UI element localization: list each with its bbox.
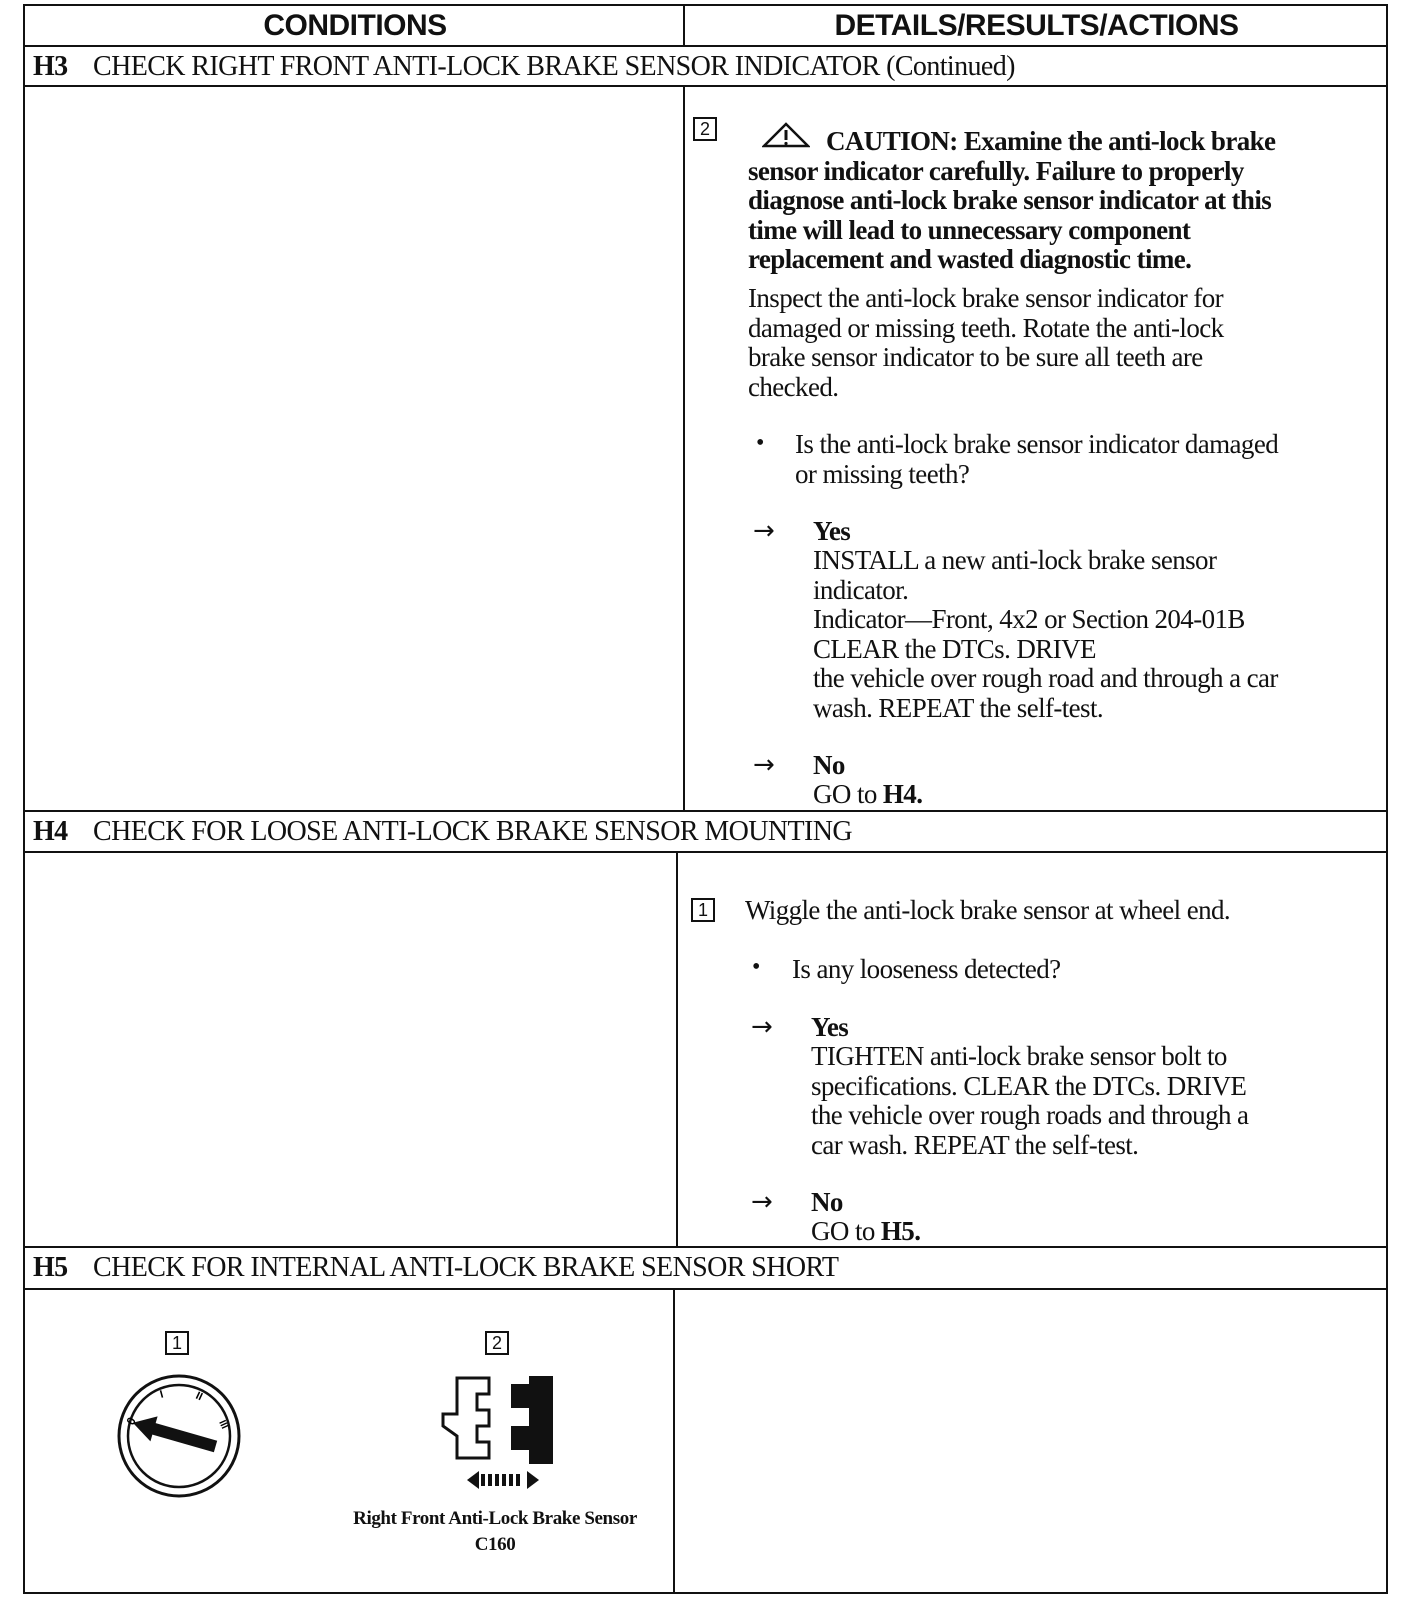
goto-link-h5: H5. (880, 1216, 921, 1246)
figure-caption (325, 1506, 665, 1558)
section-code: H3 (33, 51, 68, 82)
no-action-prefix: GO to (813, 779, 883, 809)
ignition-switch-icon (111, 1368, 247, 1504)
bullet: • (752, 954, 761, 980)
instruction-line: damaged or missing teeth. Rotate the anti-lock (748, 312, 1224, 343)
ignition-position-label: I (158, 1388, 165, 1401)
caution-line: diagnose anti-lock brake sensor indicator at this (748, 185, 1272, 215)
column-divider (673, 1289, 675, 1594)
yes-action-line: car wash. REPEAT the self-test. (811, 1129, 1139, 1160)
right-arrow-icon: → (751, 1012, 773, 1042)
bullet: • (756, 430, 765, 456)
section-title: CHECK FOR INTERNAL ANTI-LOCK BRAKE SENSOR SHORT (93, 1252, 839, 1283)
column-divider (683, 86, 685, 811)
diagnostic-table (23, 4, 1388, 1594)
details-column-header: DETAILS/RESULTS/ACTIONS (834, 9, 1239, 42)
yes-label: Yes (813, 516, 851, 546)
no-action (811, 1217, 920, 1247)
step-number: 2 (693, 117, 717, 141)
question-text (795, 430, 1385, 489)
connector-id: C160 (474, 1534, 516, 1555)
yes-action-line: INSTALL a new anti-lock brake sensor (813, 545, 1217, 575)
goto-link-h4: H4. (882, 779, 923, 809)
rule (25, 1288, 1386, 1290)
section-h4-heading (33, 812, 852, 852)
yes-action-line: the vehicle over rough road and through a car (813, 663, 1278, 693)
section-title: CHECK RIGHT FRONT ANTI-LOCK BRAKE SENSOR INDICATOR (Continued) (93, 51, 1015, 82)
right-arrow-icon: → (753, 750, 775, 780)
instruction-line: brake sensor indicator to be sure all teeth are (748, 342, 1203, 372)
no-action (813, 780, 922, 810)
instruction-line: Inspect the anti-lock brake sensor indicator for (748, 283, 1224, 313)
right-arrow-icon: → (751, 1187, 773, 1217)
column-divider (676, 852, 678, 1247)
yes-action-line: wash. REPEAT the self-test. (813, 692, 1104, 723)
caution-line: replacement and wasted diagnostic time. (748, 244, 1192, 274)
caution-line: time will lead to unnecessary component (748, 214, 1191, 245)
figure-caption-line: Right Front Anti-Lock Brake Sensor (353, 1508, 637, 1529)
no-action-prefix: GO to (811, 1216, 881, 1246)
section-h5-heading (33, 1248, 838, 1288)
question-text: Is any looseness detected? (792, 954, 1061, 984)
no-label: No (813, 750, 845, 780)
yes-action-line: CLEAR the DTCs. DRIVE (813, 633, 1096, 664)
section-code: H4 (33, 816, 68, 847)
section-h3-heading (33, 47, 1015, 87)
caution-text (748, 127, 1388, 275)
section-code: H5 (33, 1252, 68, 1283)
section-title: CHECK FOR LOOSE ANTI-LOCK BRAKE SENSOR MOUNTING (93, 816, 852, 847)
question-line: or missing teeth? (795, 458, 970, 489)
column-divider (683, 6, 685, 46)
right-arrow-icon: → (753, 516, 775, 546)
yes-action-line: specifications. CLEAR the DTCs. DRIVE (811, 1070, 1247, 1101)
no-label: No (811, 1187, 843, 1217)
yes-label: Yes (811, 1012, 849, 1042)
caution-line: sensor indicator carefully. Failure to properly (748, 155, 1244, 186)
figure-step-number: 2 (485, 1331, 509, 1355)
yes-action-line: TIGHTEN anti-lock brake sensor bolt to (811, 1041, 1227, 1071)
yes-action-line: the vehicle over rough roads and through a (811, 1100, 1249, 1130)
yes-action-line: indicator. (813, 574, 909, 605)
yes-action-line: Indicator—Front, 4x2 or Section 204-01B (813, 604, 1245, 634)
caution-line: CAUTION: Examine the anti-lock brake (826, 126, 1276, 156)
instruction-text: Wiggle the anti-lock brake sensor at wheel end. (745, 895, 1231, 925)
yes-action (813, 546, 1383, 723)
conditions-column-header: CONDITIONS (263, 9, 447, 42)
yes-action (811, 1042, 1381, 1160)
instruction-text (748, 284, 1378, 402)
ignition-position-label: III (216, 1418, 230, 1431)
ignition-position-label: 0 (123, 1414, 139, 1428)
connector-disconnect-icon (433, 1374, 563, 1498)
step-number: 1 (691, 898, 715, 922)
instruction-line: checked. (748, 371, 839, 402)
figure-step-number: 1 (165, 1331, 189, 1355)
ignition-position-label: II (193, 1389, 205, 1404)
question-line: Is the anti-lock brake sensor indicator damaged (795, 429, 1279, 459)
